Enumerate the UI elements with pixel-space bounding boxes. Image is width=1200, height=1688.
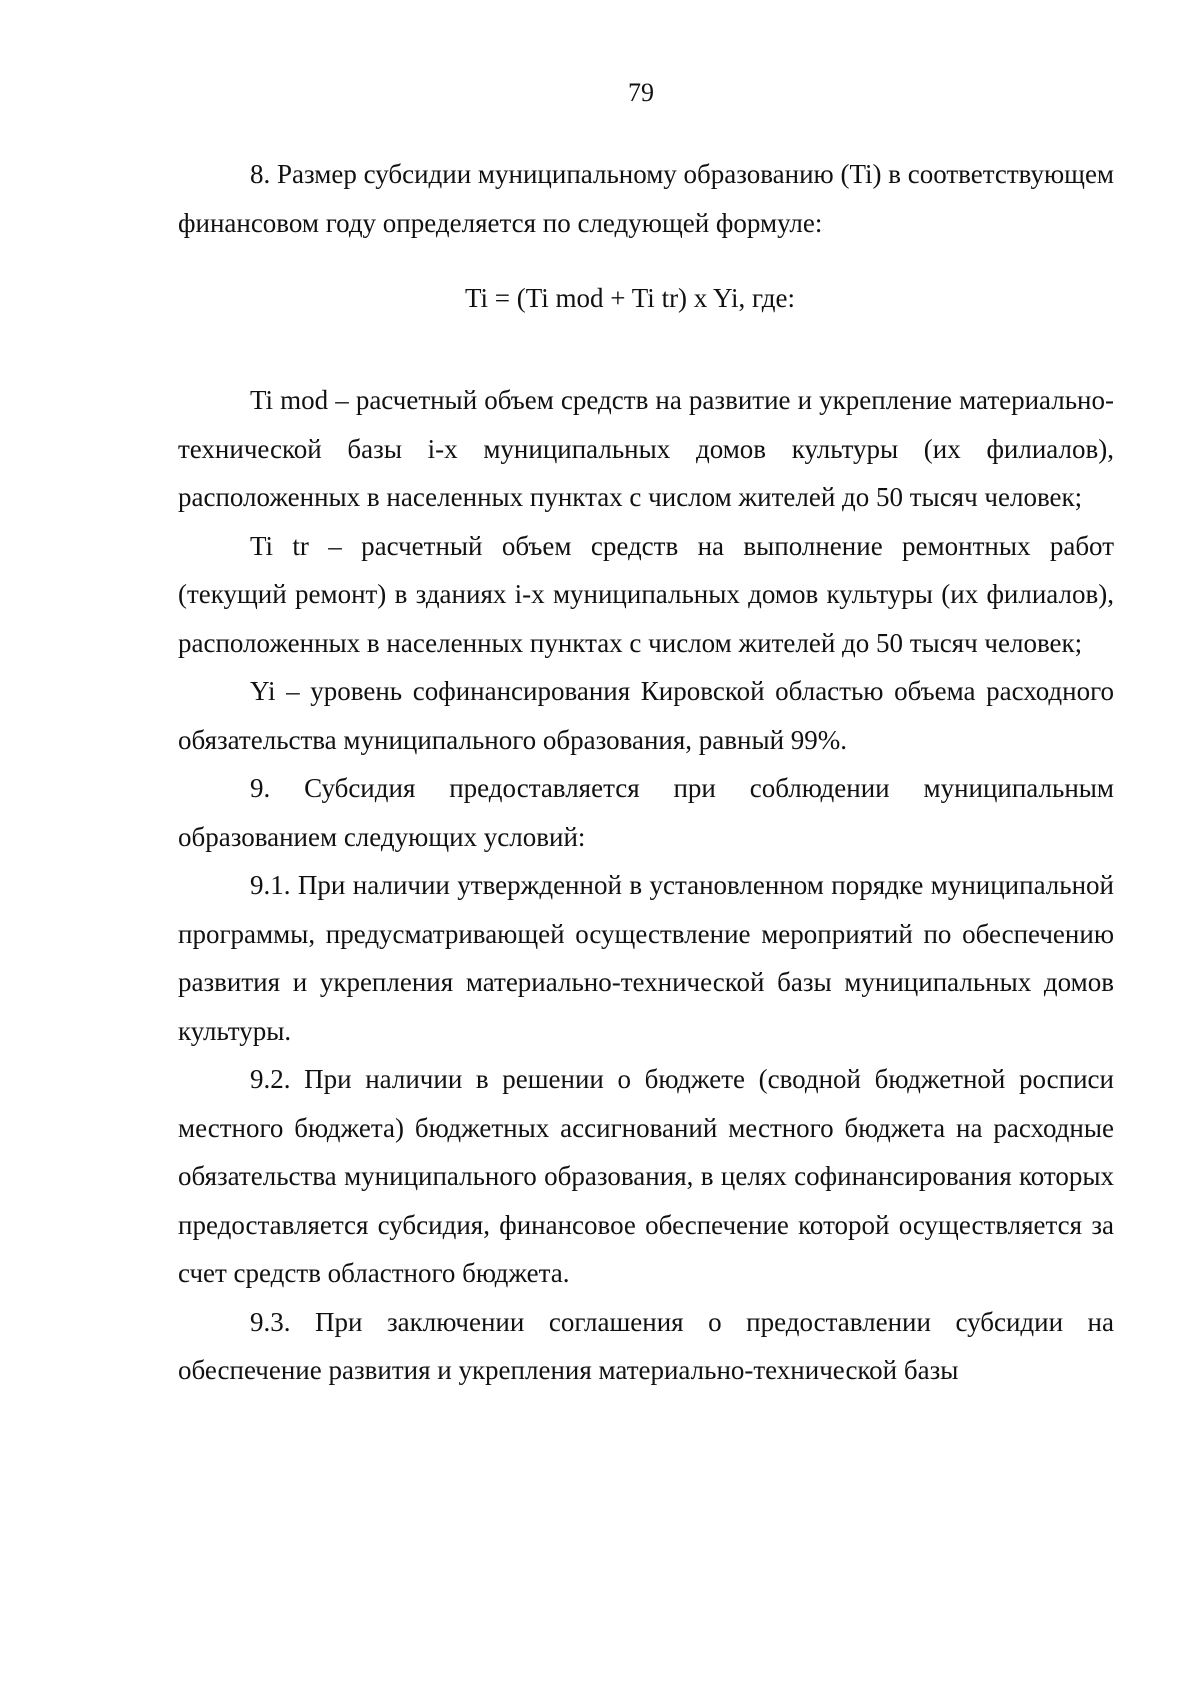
paragraph-9-1: 9.1. При наличии утвержденной в установленном порядке муниципальной программы, предусматривающей осуществление мероприятий по обеспечению развития и укрепления материально-технической базы муниципальных домов культуры. (178, 870, 1114, 1046)
subsidy-formula: Ti = (Ti mod + Ti tr) x Yi, где: (464, 283, 796, 313)
paragraph-9: 9. Субсидия предоставляется при соблюдении муниципальным образованием следующих условий: (178, 773, 1114, 852)
paragraph-9-3: 9.3. При заключении соглашения о предоставлении субсидии на обеспечение развития и укрепления материально-технической базы (178, 1306, 1114, 1385)
paragraph-yi: Yi – уровень софинансирования Кировской областью объема расходного обязательства муниципального образования, равный 99%. (178, 676, 1114, 755)
main-text-block (178, 376, 1114, 1395)
paragraph-ti-mod: Ti mod – расчетный объем средств на развитие и укрепление материально-технической базы i-х муниципальных домов культуры (их филиалов), расположенных в населенных пунктах с числом жителей до 50 тысяч человек; (178, 385, 1114, 512)
paragraph-8-block (178, 150, 1114, 247)
paragraph-ti-tr: Ti tr – расчетный объем средств на выполнение ремонтных работ (текущий ремонт) в зданиях i-х муниципальных домов культуры (их филиалов), расположенных в населенных пунктах с числом жителей до 50 тысяч человек; (178, 530, 1114, 658)
paragraph-9-2: 9.2. При наличии в решении о бюджете (сводной бюджетной росписи местного бюджета) бюджетных ассигнований местного бюджета на расходные обязательства муниципального образования, в целях софинансирования которых предоставляется субсидия, финансовое обеспечение которой осуществляется за счет средств областного бюджета. (178, 1064, 1114, 1288)
paragraph-8: 8. Размер субсидии муниципальному образованию (Ti) в соответствующем финансовом году определяется по следующей формуле: (178, 159, 1115, 238)
page-number: 79 (628, 78, 654, 107)
